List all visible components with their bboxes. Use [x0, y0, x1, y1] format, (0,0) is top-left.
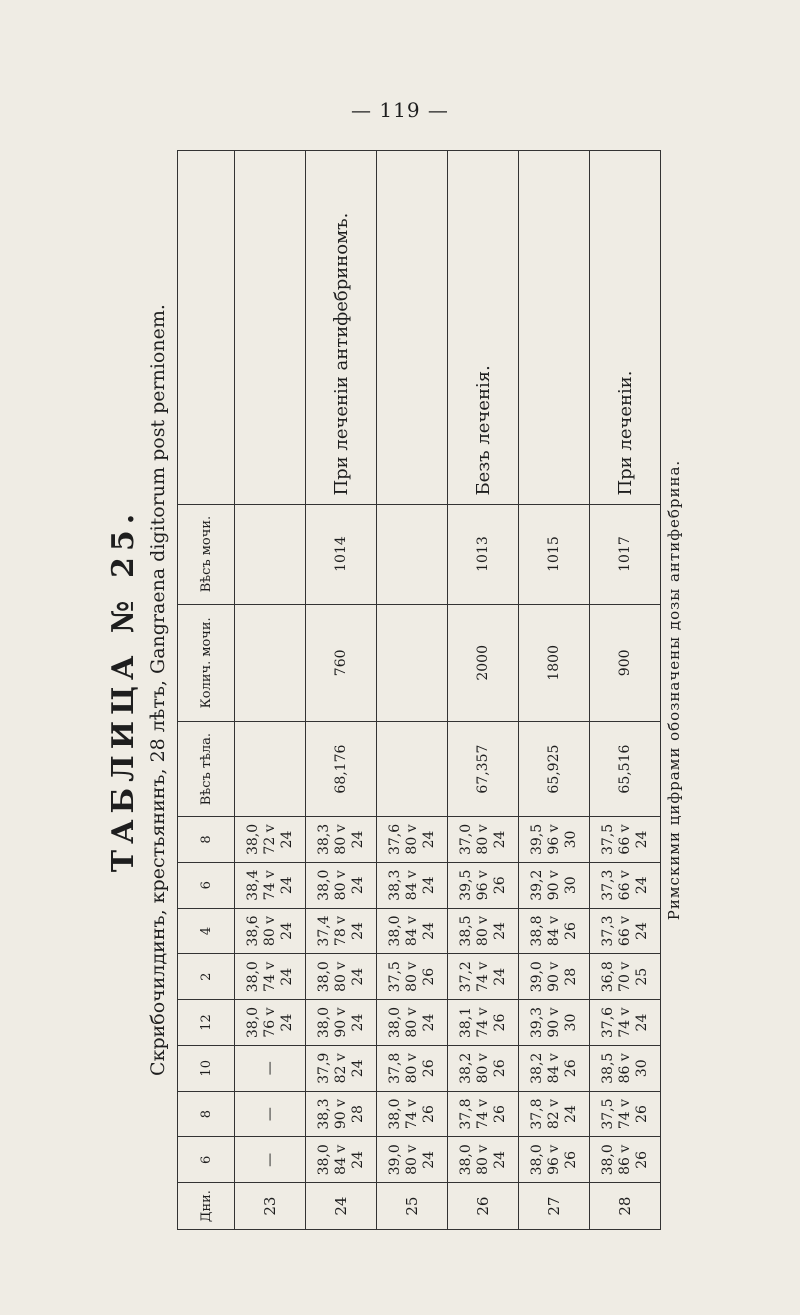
reading-value: 24 — [491, 967, 508, 986]
reading-cell — [306, 817, 377, 863]
reading-cell — [377, 817, 448, 863]
reading-value: 84 v — [545, 915, 562, 947]
reading-value: 25 — [633, 967, 650, 986]
reading-cell — [235, 908, 306, 954]
reading-cell — [377, 1000, 448, 1046]
reading-value: 24 — [349, 922, 366, 940]
urine-density-cell — [377, 504, 448, 604]
reading-value: 38,4 — [244, 869, 261, 901]
column-header: 2 — [178, 954, 235, 1000]
reading-value: 24 — [278, 922, 295, 940]
reading-value: 84 v — [332, 1144, 349, 1175]
reading-value: 38,0 — [244, 823, 261, 856]
reading-value: 86 v — [616, 1144, 633, 1175]
reading-value: 37,6 — [386, 823, 403, 856]
reading-value: 24 — [349, 876, 366, 895]
reading-value: 24 — [633, 1013, 650, 1032]
reading-cell — [519, 1000, 590, 1046]
table-row — [235, 151, 306, 1230]
column-header: Дни. — [178, 1183, 235, 1230]
reading-value: 38,8 — [528, 915, 545, 947]
reading-value: 90 v — [545, 870, 562, 901]
reading-value: 24 — [278, 1013, 295, 1032]
reading-cell — [377, 1137, 448, 1183]
reading-value: 38,0 — [528, 1144, 545, 1176]
table-subtitle: Скрибочилдинъ, крестьянинъ, 28 лѣтъ, Gangraena digitorum post pernionem. — [147, 304, 169, 1076]
reading-value: 96 v — [545, 824, 562, 855]
reading-cell — [519, 1091, 590, 1137]
urine-density-cell: 1015 — [519, 504, 590, 604]
column-header: Вѣсъ тѣла. — [178, 722, 235, 817]
reading-cell — [590, 908, 661, 954]
urine-density-cell: 1013 — [448, 504, 519, 604]
reading-value: 26 — [420, 1105, 437, 1123]
reading-value: 38,0 — [315, 1144, 332, 1176]
reading-value: 24 — [278, 830, 295, 849]
reading-cell — [519, 817, 590, 863]
urine-density-cell — [235, 504, 306, 604]
reading-value: 26 — [562, 922, 579, 940]
reading-value: 26 — [420, 1059, 437, 1078]
reading-value: 26 — [633, 1105, 650, 1123]
reading-value: 80 v — [261, 915, 278, 947]
reading-value: 38,0 — [315, 1006, 332, 1039]
reading-value: 38,0 — [244, 961, 261, 993]
reading-value: 38,0 — [457, 1144, 474, 1176]
urine-density-cell: 1014 — [306, 504, 377, 604]
reading-value: — — [261, 1107, 278, 1122]
reading-cell — [448, 908, 519, 954]
reading-value: 24 — [633, 876, 650, 895]
table-header-row — [178, 151, 235, 1230]
reading-value: 80 v — [403, 1144, 420, 1175]
reading-value: 26 — [491, 1059, 508, 1078]
body-weight-cell: 65,925 — [519, 722, 590, 817]
reading-cell — [377, 1091, 448, 1137]
reading-value: 80 v — [403, 1007, 420, 1038]
reading-cell — [235, 1000, 306, 1046]
column-header: 6 — [178, 1137, 235, 1183]
reading-value: 37,0 — [457, 823, 474, 856]
body-weight-cell: 68,176 — [306, 722, 377, 817]
reading-value: 80 v — [403, 824, 420, 855]
footnote: Римскими цифрами обозначены дозы антифебрина. — [665, 459, 683, 921]
reading-value: — — [261, 1061, 278, 1076]
reading-cell — [235, 862, 306, 908]
reading-value: 30 — [562, 876, 579, 895]
reading-value: 24 — [491, 830, 508, 849]
reading-value: 37,8 — [386, 1052, 403, 1084]
treatment-note-cell: При леченіи антифебриномъ. — [306, 151, 377, 505]
reading-value: 90 v — [332, 1007, 349, 1038]
reading-value: 28 — [349, 1105, 366, 1123]
reading-value: 72 v — [261, 824, 278, 855]
reading-cell — [235, 1045, 306, 1091]
reading-value: 80 v — [332, 961, 349, 992]
reading-value: 38,0 — [386, 1098, 403, 1130]
column-header: 8 — [178, 817, 235, 863]
reading-value: 39,2 — [528, 869, 545, 901]
reading-value: 80 v — [474, 824, 491, 855]
reading-value: 30 — [562, 1013, 579, 1032]
reading-cell — [306, 862, 377, 908]
reading-cell — [377, 1045, 448, 1091]
reading-value: 39,5 — [457, 869, 474, 901]
reading-cell — [590, 954, 661, 1000]
treatment-note-cell: При леченіи. — [590, 151, 661, 505]
reading-value: 24 — [349, 1059, 366, 1078]
reading-cell — [377, 954, 448, 1000]
reading-cell — [306, 1091, 377, 1137]
reading-cell — [590, 1045, 661, 1091]
reading-value: 74 v — [474, 1098, 491, 1130]
reading-value: 26 — [562, 1059, 579, 1078]
reading-value: 74 v — [474, 1007, 491, 1038]
reading-value: 66 v — [616, 824, 633, 855]
reading-cell — [519, 908, 590, 954]
reading-value: 39,5 — [528, 823, 545, 856]
reading-value: — — [261, 1152, 278, 1167]
day-cell: 25 — [377, 1183, 448, 1230]
reading-cell — [235, 954, 306, 1000]
reading-value: 24 — [491, 1150, 508, 1169]
reading-value: 80 v — [403, 1053, 420, 1084]
urine-amount-cell: 900 — [590, 604, 661, 722]
reading-cell — [590, 1137, 661, 1183]
reading-value: 37,5 — [599, 823, 616, 856]
reading-value: 24 — [420, 876, 437, 895]
reading-cell — [519, 954, 590, 1000]
treatment-note-cell — [377, 151, 448, 505]
reading-value: 82 v — [332, 1053, 349, 1084]
reading-value: 24 — [420, 922, 437, 940]
treatment-note-cell — [519, 151, 590, 505]
reading-value: 26 — [633, 1150, 650, 1169]
reading-value: 84 v — [545, 1053, 562, 1084]
reading-value: 90 v — [545, 961, 562, 992]
reading-cell — [235, 1137, 306, 1183]
reading-value: 70 v — [616, 961, 633, 992]
reading-value: 37,5 — [599, 1098, 616, 1130]
reading-value: 38,0 — [244, 1006, 261, 1039]
column-header: 4 — [178, 908, 235, 954]
reading-value: 80 v — [474, 1053, 491, 1084]
reading-value: 86 v — [616, 1053, 633, 1084]
reading-value: 38,0 — [386, 1006, 403, 1039]
reading-value: 24 — [420, 830, 437, 849]
reading-value: 74 v — [403, 1098, 420, 1130]
reading-value: 80 v — [332, 870, 349, 901]
reading-value: 84 v — [403, 915, 420, 947]
column-header: 8 — [178, 1091, 235, 1137]
reading-cell — [235, 817, 306, 863]
reading-cell — [448, 1091, 519, 1137]
reading-value: 24 — [633, 830, 650, 849]
reading-value: 24 — [420, 1150, 437, 1169]
reading-value: 38,2 — [457, 1052, 474, 1084]
reading-value: 90 v — [545, 1007, 562, 1038]
reading-value: 37,9 — [315, 1052, 332, 1084]
reading-value: 96 v — [545, 1144, 562, 1175]
table-title: ТАБЛИЦА № 25. — [106, 507, 141, 873]
column-header: 6 — [178, 862, 235, 908]
treatment-note-cell: Безъ леченія. — [448, 151, 519, 505]
reading-value: 26 — [491, 1013, 508, 1032]
reading-value: 80 v — [474, 1144, 491, 1175]
reading-cell — [306, 1045, 377, 1091]
reading-value: 66 v — [616, 915, 633, 947]
reading-value: 38,3 — [315, 1098, 332, 1130]
column-header — [178, 151, 235, 505]
table-heading — [105, 150, 173, 1230]
urine-density-cell: 1017 — [590, 504, 661, 604]
reading-value: 24 — [349, 1150, 366, 1169]
reading-value: 38,0 — [315, 961, 332, 993]
reading-value: 24 — [349, 967, 366, 986]
reading-value: 30 — [633, 1059, 650, 1078]
table-row — [590, 151, 661, 1230]
body-weight-cell: 67,357 — [448, 722, 519, 817]
column-header: 10 — [178, 1045, 235, 1091]
reading-cell — [448, 862, 519, 908]
reading-value: 66 v — [616, 870, 633, 901]
reading-value: 74 v — [261, 961, 278, 992]
reading-value: 39,0 — [386, 1144, 403, 1176]
reading-cell — [519, 862, 590, 908]
reading-cell — [377, 862, 448, 908]
reading-value: 26 — [491, 876, 508, 895]
reading-value: 26 — [420, 967, 437, 986]
reading-value: 76 v — [261, 1007, 278, 1038]
urine-amount-cell: 760 — [306, 604, 377, 722]
table-row — [519, 151, 590, 1230]
day-cell: 27 — [519, 1183, 590, 1230]
reading-value: 38,5 — [599, 1052, 616, 1084]
reading-value: 78 v — [332, 915, 349, 947]
reading-cell — [448, 817, 519, 863]
reading-value: 24 — [349, 1013, 366, 1032]
reading-value: 38,2 — [528, 1052, 545, 1084]
reading-cell — [590, 862, 661, 908]
reading-cell — [448, 1000, 519, 1046]
page-number: — 119 — — [351, 98, 449, 122]
reading-value: 38,0 — [386, 915, 403, 947]
urine-amount-cell — [235, 604, 306, 722]
reading-value: 74 v — [261, 870, 278, 901]
day-cell: 23 — [235, 1183, 306, 1230]
reading-value: 37,6 — [599, 1006, 616, 1039]
reading-value: 38,3 — [386, 869, 403, 901]
reading-value: 39,0 — [528, 961, 545, 993]
reading-value: 24 — [349, 830, 366, 849]
reading-value: 38,6 — [244, 915, 261, 947]
reading-value: 37,3 — [599, 915, 616, 947]
data-table — [177, 150, 661, 1230]
reading-value: 24 — [633, 922, 650, 940]
table-row — [377, 151, 448, 1230]
reading-value: 24 — [420, 1013, 437, 1032]
reading-cell — [448, 1045, 519, 1091]
column-header: Колич. мочи. — [178, 604, 235, 722]
reading-cell — [590, 817, 661, 863]
reading-value: 37,4 — [315, 915, 332, 947]
table-row — [448, 151, 519, 1230]
reading-value: 37,5 — [386, 961, 403, 993]
reading-value: 28 — [562, 967, 579, 986]
reading-value: 26 — [491, 1105, 508, 1123]
reading-value: 80 v — [403, 961, 420, 992]
reading-value: 37,2 — [457, 961, 474, 993]
reading-value: 24 — [491, 922, 508, 940]
reading-value: 37,3 — [599, 869, 616, 901]
reading-value: 74 v — [616, 1007, 633, 1038]
reading-value: 24 — [278, 876, 295, 895]
body-weight-cell: 65,516 — [590, 722, 661, 817]
reading-cell — [306, 908, 377, 954]
urine-amount-cell: 1800 — [519, 604, 590, 722]
day-cell: 24 — [306, 1183, 377, 1230]
reading-value: 38,5 — [457, 915, 474, 947]
table-row — [306, 151, 377, 1230]
reading-value: 24 — [278, 967, 295, 986]
reading-value: 74 v — [474, 961, 491, 992]
reading-cell — [306, 954, 377, 1000]
reading-cell — [519, 1045, 590, 1091]
reading-cell — [306, 1137, 377, 1183]
urine-amount-cell — [377, 604, 448, 722]
reading-cell — [377, 908, 448, 954]
reading-cell — [448, 954, 519, 1000]
reading-value: 24 — [562, 1105, 579, 1123]
reading-value: 37,8 — [528, 1098, 545, 1130]
reading-cell — [235, 1091, 306, 1137]
day-cell: 26 — [448, 1183, 519, 1230]
reading-value: 37,8 — [457, 1098, 474, 1130]
rotated-page-content — [105, 150, 710, 1230]
reading-value: 38,3 — [315, 823, 332, 856]
reading-cell — [519, 1137, 590, 1183]
reading-value: 74 v — [616, 1098, 633, 1130]
reading-value: 38,1 — [457, 1006, 474, 1039]
reading-value: 96 v — [474, 870, 491, 901]
reading-value: 82 v — [545, 1098, 562, 1130]
reading-value: 80 v — [474, 915, 491, 947]
reading-value: 39,3 — [528, 1006, 545, 1039]
treatment-note-cell — [235, 151, 306, 505]
reading-value: 26 — [562, 1150, 579, 1169]
reading-value: 36,8 — [599, 961, 616, 993]
reading-cell — [306, 1000, 377, 1046]
reading-value: 90 v — [332, 1098, 349, 1130]
reading-value: 38,0 — [315, 869, 332, 901]
body-weight-cell — [377, 722, 448, 817]
column-header: 12 — [178, 1000, 235, 1046]
reading-cell — [448, 1137, 519, 1183]
reading-cell — [590, 1000, 661, 1046]
reading-value: 84 v — [403, 870, 420, 901]
reading-value: 30 — [562, 830, 579, 849]
column-header: Вѣсъ мочи. — [178, 504, 235, 604]
reading-value: 38,0 — [599, 1144, 616, 1176]
body-weight-cell — [235, 722, 306, 817]
urine-amount-cell: 2000 — [448, 604, 519, 722]
reading-value: 80 v — [332, 824, 349, 855]
reading-cell — [590, 1091, 661, 1137]
day-cell: 28 — [590, 1183, 661, 1230]
